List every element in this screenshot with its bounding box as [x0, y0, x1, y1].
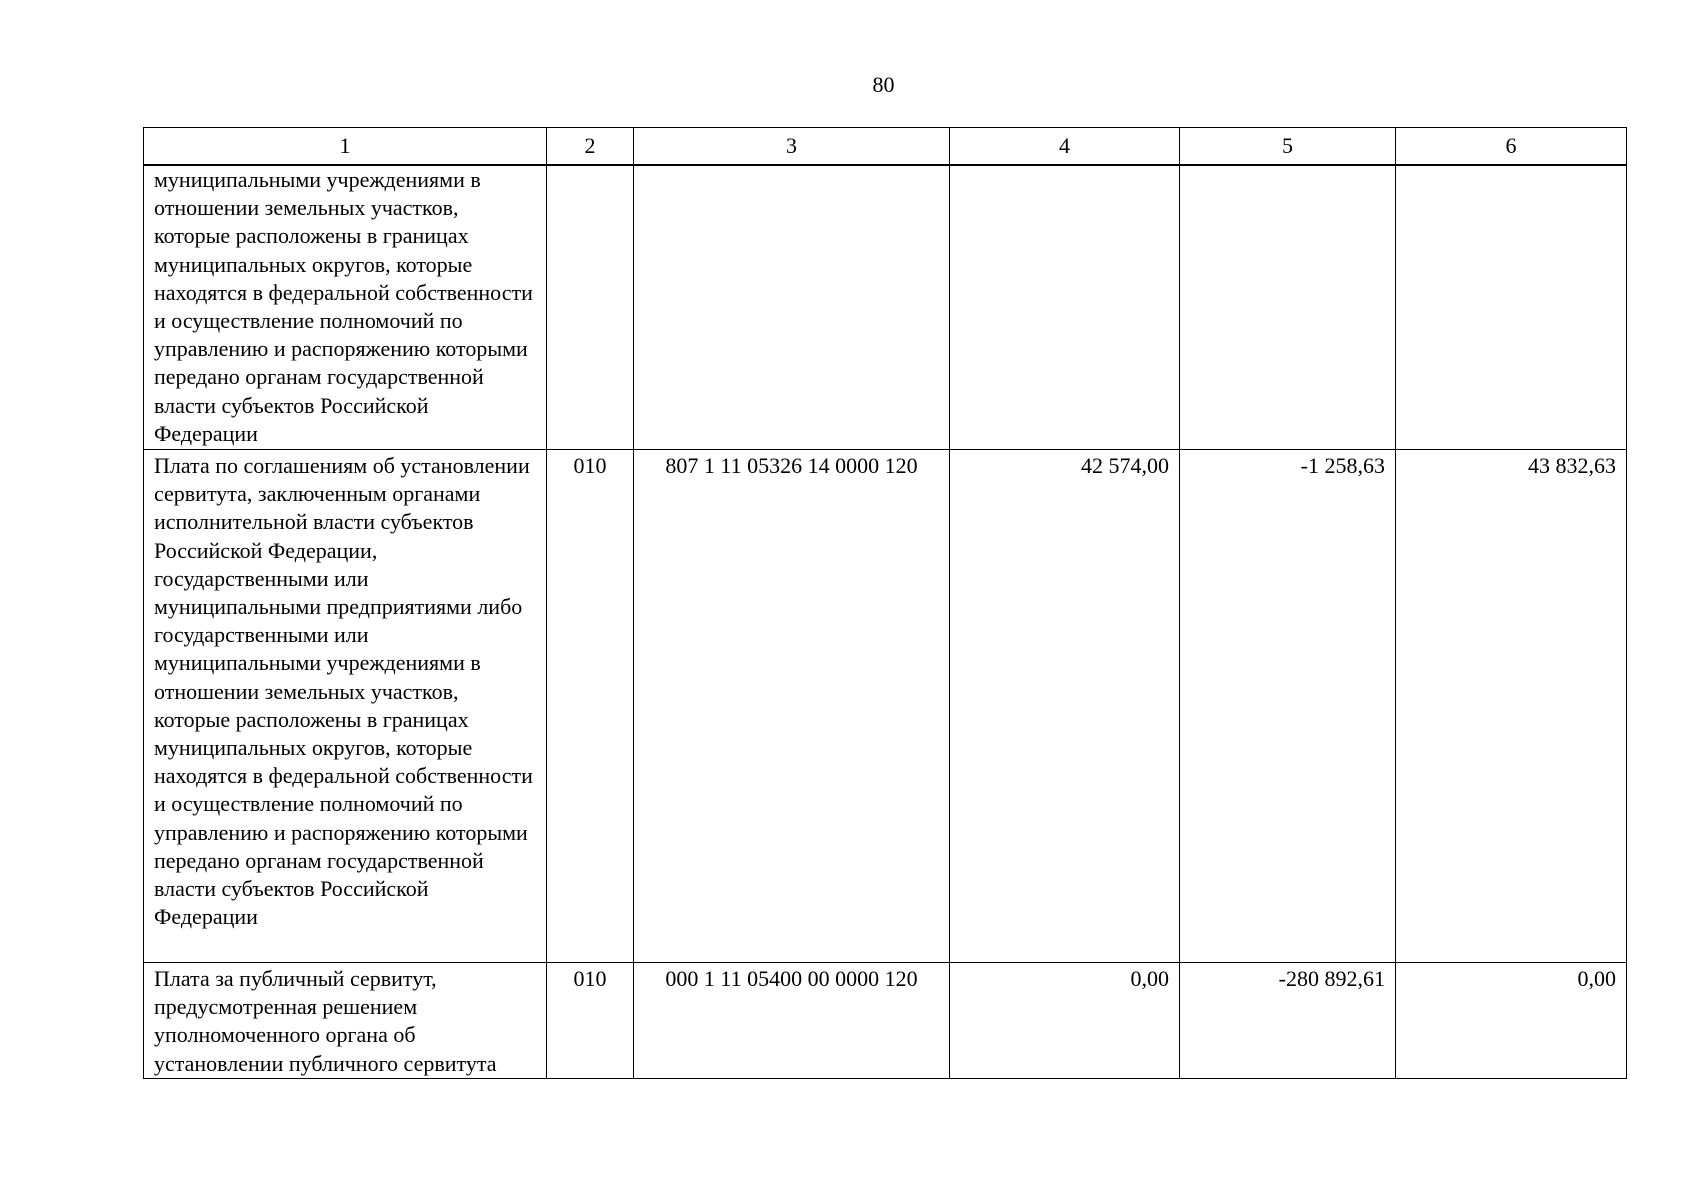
cell-line-code: 010: [547, 450, 634, 963]
table-row: [144, 165, 1627, 450]
header-col-3: 3: [634, 128, 950, 166]
cell-col4: 42 574,00: [950, 450, 1180, 963]
cell-col6: 0,00: [1396, 963, 1627, 1079]
cell-name: Плата по соглашениям об установлении сервитута, заключенным органами исполнительной власти субъектов Российской Федерации, государственными или муниципальными предприятиями либо государственными или муниципальными учреждениями в отношении земельных участков, которые расположены в границах муниципальных округов, которые находятся в федеральной собственности и осуществление полномочий по управлению и распоряжению которыми передано органам государственной власти субъектов Российской Федерации: [144, 450, 547, 963]
page-number: 80: [872, 72, 895, 97]
header-col-4: 4: [950, 128, 1180, 166]
table-body: [144, 165, 1627, 1079]
header-col-1: 1: [144, 128, 547, 166]
report-table: [143, 127, 1627, 1079]
cell-line-code: [547, 165, 634, 450]
cell-col6: 43 832,63: [1396, 450, 1627, 963]
cell-name: муниципальными учреждениями в отношении земельных участков, которые расположены в границах муниципальных округов, которые находятся в федеральной собственности и осуществление полномочий по управлению и распоряжению которыми передано органам государственной власти субъектов Российской Федерации: [144, 165, 547, 450]
header-col-6: 6: [1396, 128, 1627, 166]
header-col-5: 5: [1180, 128, 1396, 166]
cell-budget-code: 000 1 11 05400 00 0000 120: [634, 963, 950, 1079]
cell-col6: [1396, 165, 1627, 450]
table-row: [144, 963, 1627, 1079]
header-row: [144, 128, 1627, 166]
cell-col5: [1180, 165, 1396, 450]
cell-name: Плата за публичный сервитут, предусмотренная решением уполномоченного органа об установлении публичного сервитута: [144, 963, 547, 1079]
cell-col4: 0,00: [950, 963, 1180, 1079]
cell-line-code: 010: [547, 963, 634, 1079]
cell-col4: [950, 165, 1180, 450]
cell-budget-code: 807 1 11 05326 14 0000 120: [634, 450, 950, 963]
table-row: [144, 450, 1627, 963]
cell-budget-code: [634, 165, 950, 450]
table-header: [144, 128, 1627, 166]
cell-col5: -1 258,63: [1180, 450, 1396, 963]
cell-col5: -280 892,61: [1180, 963, 1396, 1079]
header-col-2: 2: [547, 128, 634, 166]
